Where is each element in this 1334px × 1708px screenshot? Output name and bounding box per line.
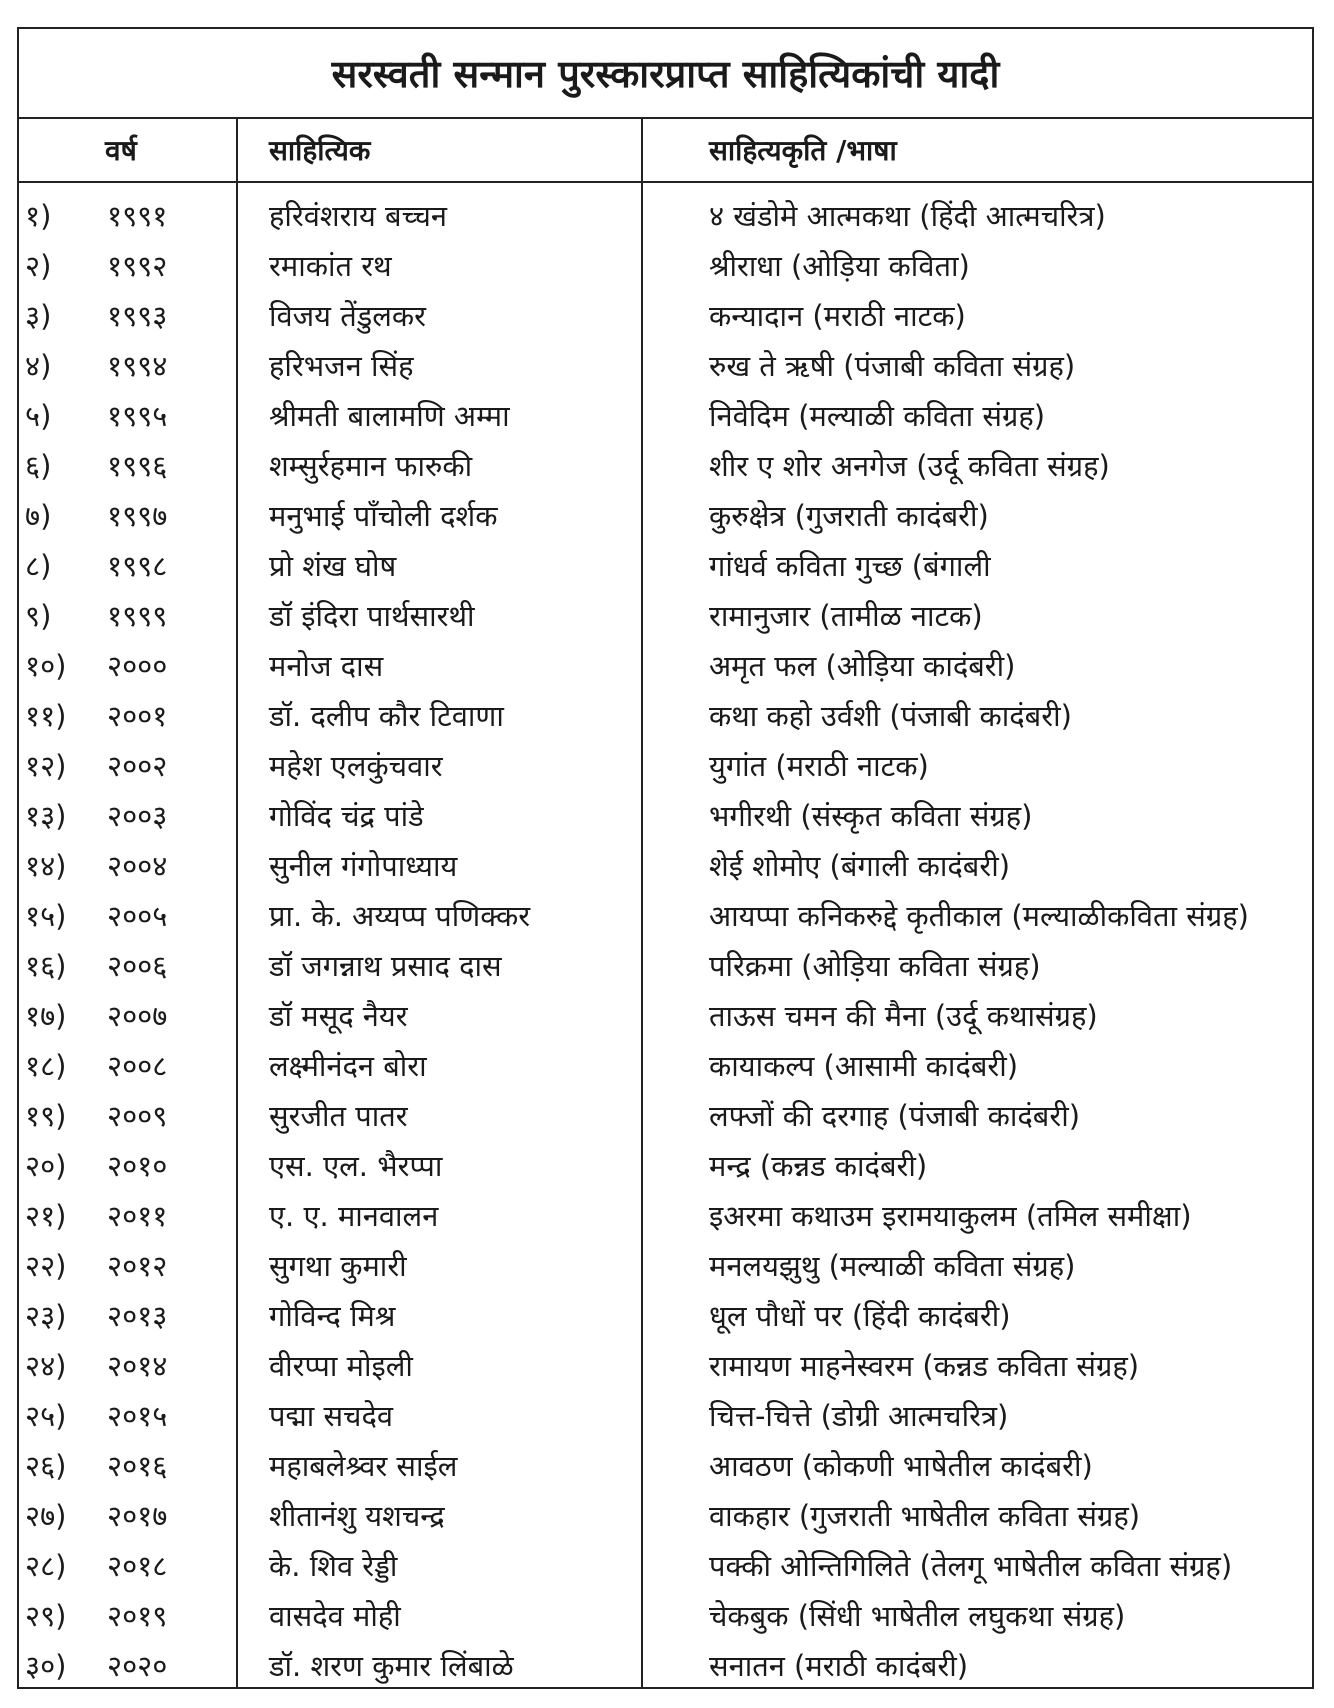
row-work: ताऊस चमन की मैना (उर्दू कथासंग्रह): [709, 999, 1098, 1033]
row-year: २००४: [107, 849, 168, 883]
row-author: वीरप्पा मोइली: [269, 1349, 413, 1383]
row-work: कन्यादान (मराठी नाटक): [709, 299, 966, 333]
table-row: [19, 1541, 1312, 1591]
table-row: [19, 441, 1312, 491]
row-author: सुरजीत पातर: [269, 1099, 408, 1133]
row-year: २००५: [107, 899, 168, 933]
table-row: [19, 391, 1312, 441]
row-number: १६): [25, 949, 67, 983]
row-year: १९९७: [107, 499, 168, 533]
row-work: चित्त-चित्ते (डोग्री आत्मचरित्र): [709, 1399, 1009, 1433]
table-row: [19, 1091, 1312, 1141]
row-author: डॉ जगन्नाथ प्रसाद दास: [269, 949, 502, 983]
row-year: २०१३: [107, 1299, 168, 1333]
row-author: गोविन्द मिश्र: [269, 1299, 396, 1333]
row-number: १३): [25, 799, 67, 833]
table-row: [19, 1491, 1312, 1541]
row-year: २०१२: [107, 1249, 168, 1283]
table-row: [19, 641, 1312, 691]
row-year: २००१: [107, 699, 168, 733]
table-frame: [17, 27, 1314, 1689]
row-work: युगांत (मराठी नाटक): [709, 749, 929, 783]
row-year: २०१९: [107, 1599, 168, 1633]
row-number: १०): [25, 649, 67, 683]
column-header-year: वर्ष: [105, 134, 137, 167]
row-number: १८): [25, 1049, 67, 1083]
row-work: रुख ते ऋषी (पंजाबी कविता संग्रह): [709, 349, 1076, 383]
row-work: रामायण माहनेस्वरम (कन्नड कविता संग्रह): [709, 1349, 1140, 1383]
row-author: एस. एल. भैरप्पा: [269, 1149, 443, 1183]
row-author: डॉ इंदिरा पार्थसारथी: [269, 599, 475, 633]
row-author: सुनील गंगोपाध्याय: [269, 849, 458, 883]
row-work: पक्की ओन्तिगिलिते (तेलगू भाषेतील कविता संग्रह): [709, 1549, 1233, 1583]
row-author: डॉ मसूद नैयर: [269, 999, 408, 1033]
row-number: २१): [25, 1199, 67, 1233]
table-row: [19, 1241, 1312, 1291]
table-row: [19, 541, 1312, 591]
row-work: भगीरथी (संस्कृत कविता संग्रह): [709, 799, 1033, 833]
page-title: सरस्वती सन्मान पुरस्कारप्राप्त साहित्यिकांची यादी: [19, 29, 1312, 119]
row-author: मनोज दास: [269, 649, 384, 683]
row-number: २): [25, 249, 52, 283]
row-number: १): [25, 199, 52, 233]
row-work: मन्द्र (कन्नड कादंबरी): [709, 1149, 928, 1183]
row-number: १९): [25, 1099, 67, 1133]
row-work: ४ खंडोमे आत्मकथा (हिंदी आत्मचरित्र): [709, 199, 1106, 233]
row-year: २००७: [107, 999, 168, 1033]
row-work: शीर ए शोर अनगेज (उर्दू कविता संग्रह): [709, 449, 1110, 483]
row-number: १२): [25, 749, 67, 783]
row-year: २०१४: [107, 1349, 168, 1383]
row-work: इअरमा कथाउम इरामयाकुलम (तमिल समीक्षा): [709, 1199, 1192, 1233]
table-row: [19, 1291, 1312, 1341]
row-number: ८): [25, 549, 52, 583]
row-author: महाबलेश्र्वर साईल: [269, 1449, 458, 1483]
row-year: २०१६: [107, 1449, 168, 1483]
row-year: २०२०: [107, 1649, 168, 1683]
row-year: २०१५: [107, 1399, 168, 1433]
table-row: [19, 1591, 1312, 1641]
row-number: ३०): [25, 1649, 67, 1683]
table-row: [19, 691, 1312, 741]
row-author: प्रो शंख घोष: [269, 549, 397, 583]
row-number: २७): [25, 1499, 67, 1533]
row-number: ११): [25, 699, 67, 733]
row-number: २६): [25, 1449, 67, 1483]
table-row: [19, 891, 1312, 941]
row-work: कुरुक्षेत्र (गुजराती कादंबरी): [709, 499, 989, 533]
table-row: [19, 1041, 1312, 1091]
row-author: के. शिव रेड्डी: [269, 1549, 398, 1583]
row-work: आयप्पा कनिकरुद्दे कृतीकाल (मल्याळीकविता संग्रह): [709, 899, 1249, 933]
row-year: २०११: [107, 1199, 168, 1233]
table-row: [19, 1641, 1312, 1691]
row-year: २०००: [107, 649, 168, 683]
table-row: [19, 591, 1312, 641]
row-author: वासदेव मोही: [269, 1599, 401, 1633]
row-number: २४): [25, 1349, 67, 1383]
row-number: ५): [25, 399, 52, 433]
row-number: २५): [25, 1399, 67, 1433]
table-header: [19, 119, 1312, 183]
table-row: [19, 741, 1312, 791]
table-row: [19, 1441, 1312, 1491]
table-row: [19, 341, 1312, 391]
table-row: [19, 991, 1312, 1041]
table-row: [19, 291, 1312, 341]
table-row: [19, 941, 1312, 991]
row-author: ए. ए. मानवालन: [269, 1199, 439, 1233]
row-number: २२): [25, 1249, 67, 1283]
table-row: [19, 241, 1312, 291]
row-number: ४): [25, 349, 52, 383]
row-work: वाकहार (गुजराती भाषेतील कविता संग्रह): [709, 1499, 1141, 1533]
row-year: २००८: [107, 1049, 168, 1083]
column-header-work: साहित्यकृति /भाषा: [709, 134, 897, 167]
row-year: २००२: [107, 749, 168, 783]
row-author: पद्मा सचदेव: [269, 1399, 394, 1433]
row-author: मनुभाई पाँचोली दर्शक: [269, 499, 498, 533]
row-number: ७): [25, 499, 52, 533]
table-row: [19, 791, 1312, 841]
row-work: गांधर्व कविता गुच्छ (बंगाली: [709, 549, 991, 583]
table-row: [19, 841, 1312, 891]
row-work: मनलयझुथु (मल्याळी कविता संग्रह): [709, 1249, 1076, 1283]
row-author: विजय तेंडुलकर: [269, 299, 427, 333]
row-work: शेई शोमोए (बंगाली कादंबरी): [709, 849, 1011, 883]
row-year: २०१८: [107, 1549, 168, 1583]
table-row: [19, 191, 1312, 241]
row-number: ३): [25, 299, 52, 333]
row-year: २००९: [107, 1099, 168, 1133]
row-year: १९९६: [107, 449, 168, 483]
row-author: गोविंद चंद्र पांडे: [269, 799, 424, 833]
row-year: २०१७: [107, 1499, 168, 1533]
row-work: कायाकल्प (आसामी कादंबरी): [709, 1049, 1019, 1083]
table-row: [19, 1141, 1312, 1191]
row-work: परिक्रमा (ओड़िया कविता संग्रह): [709, 949, 1041, 983]
table-row: [19, 1391, 1312, 1441]
table-row: [19, 491, 1312, 541]
row-author: प्रा. के. अय्यप्प पणिक्कर: [269, 899, 531, 933]
row-author: हरिभजन सिंह: [269, 349, 414, 383]
row-work: लफ्जों की दरगाह (पंजाबी कादंबरी): [709, 1099, 1081, 1133]
row-year: १९९३: [107, 299, 168, 333]
row-year: १९९५: [107, 399, 168, 433]
row-work: कथा कहो उर्वशी (पंजाबी कादंबरी): [709, 699, 1072, 733]
table-body: [19, 191, 1312, 1691]
row-work: श्रीराधा (ओड़िया कविता): [709, 249, 970, 283]
row-year: १९९१: [107, 199, 168, 233]
row-number: १७): [25, 999, 67, 1033]
row-author: हरिवंशराय बच्चन: [269, 199, 448, 233]
table-row: [19, 1341, 1312, 1391]
row-number: २३): [25, 1299, 67, 1333]
row-work: चेकबुक (सिंधी भाषेतील लघुकथा संग्रह): [709, 1599, 1126, 1633]
row-author: शीतानंशु यशचन्द्र: [269, 1499, 445, 1533]
row-author: डॉ. दलीप कौर टिवाणा: [269, 699, 504, 733]
row-author: शम्सुर्रहमान फारुकी: [269, 449, 473, 483]
row-number: २९): [25, 1599, 67, 1633]
row-number: २०): [25, 1149, 67, 1183]
row-year: २००६: [107, 949, 168, 983]
row-work: आवठण (कोकणी भाषेतील कादंबरी): [709, 1449, 1093, 1483]
row-year: १९९२: [107, 249, 168, 283]
row-work: अमृत फल (ओड़िया कादंबरी): [709, 649, 1016, 683]
row-work: रामानुजार (तामीळ नाटक): [709, 599, 983, 633]
row-author: महेश एलकुंचवार: [269, 749, 443, 783]
row-number: ६): [25, 449, 52, 483]
row-year: २००३: [107, 799, 168, 833]
row-author: डॉ. शरण कुमार लिंबाळे: [269, 1649, 514, 1683]
row-number: २८): [25, 1549, 67, 1583]
row-number: १५): [25, 899, 67, 933]
row-work: धूल पौधों पर (हिंदी कादंबरी): [709, 1299, 1011, 1333]
row-author: रमाकांत रथ: [269, 249, 392, 283]
row-year: १९९९: [107, 599, 168, 633]
column-header-author: साहित्यिक: [269, 134, 371, 167]
row-work: निवेदिम (मल्याळी कविता संग्रह): [709, 399, 1046, 433]
row-work: सनातन (मराठी कादंबरी): [709, 1649, 969, 1683]
row-number: १४): [25, 849, 67, 883]
row-author: श्रीमती बालामणि अम्मा: [269, 399, 510, 433]
row-author: सुगथा कुमारी: [269, 1249, 407, 1283]
table-row: [19, 1191, 1312, 1241]
row-year: २०१०: [107, 1149, 168, 1183]
row-year: १९९४: [107, 349, 168, 383]
row-author: लक्ष्मीनंदन बोरा: [269, 1049, 427, 1083]
row-number: ९): [25, 599, 52, 633]
row-year: १९९८: [107, 549, 168, 583]
